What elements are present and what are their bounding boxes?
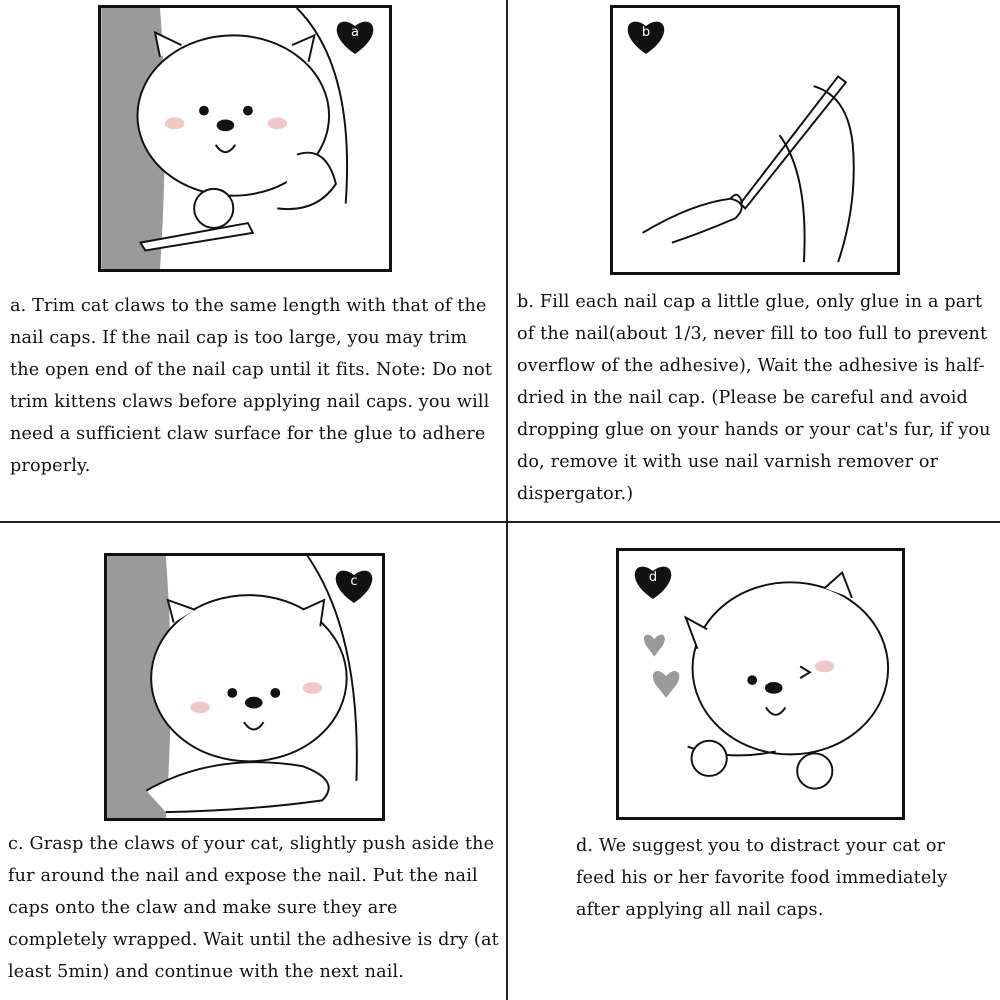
badge-a-label: a — [351, 25, 359, 40]
badge-b-icon — [624, 16, 668, 56]
badge-c-label: c — [350, 574, 358, 589]
badge-d-label: d — [648, 570, 658, 585]
badge-c-icon — [332, 565, 376, 605]
step-b-text: b. Fill each nail cap a little glue, only glue in a part of the nail(about 1/3, never fill to too full to prevent overflow of the adhesive), Wait the adhesive is half-dried in the nail cap. (Please be careful and avoid dropping glue on your hands or your cat's fur, if you do, remove it with use nail varnish remover or dispergator.) — [517, 292, 991, 504]
step-a-text: a. Trim cat claws to the same length with that of the nail caps. If the nail cap is too large, you may trim the open end of the nail cap until it fits. Note: Do not trim kittens claws before applying nail caps. you will need a sufficient claw surface for the glue to adhere properly. — [10, 296, 493, 476]
vertical-divider — [506, 0, 508, 1000]
step-c-text: c. Grasp the claws of your cat, slightly push aside the fur around the nail and expose the nail. Put the nail caps onto the claw and make sure they are completely wrapped. Wait until the adhesive is dry (at least 5min) and continue with the next nail. — [8, 834, 499, 982]
step-d-text: d. We suggest you to distract your cat or feed his or her favorite food immediately after applying all nail caps. — [576, 836, 948, 920]
badge-d-icon — [631, 561, 675, 601]
horizontal-divider — [0, 521, 1000, 523]
badge-a-icon — [333, 16, 377, 56]
badge-b-label: b — [641, 25, 651, 40]
